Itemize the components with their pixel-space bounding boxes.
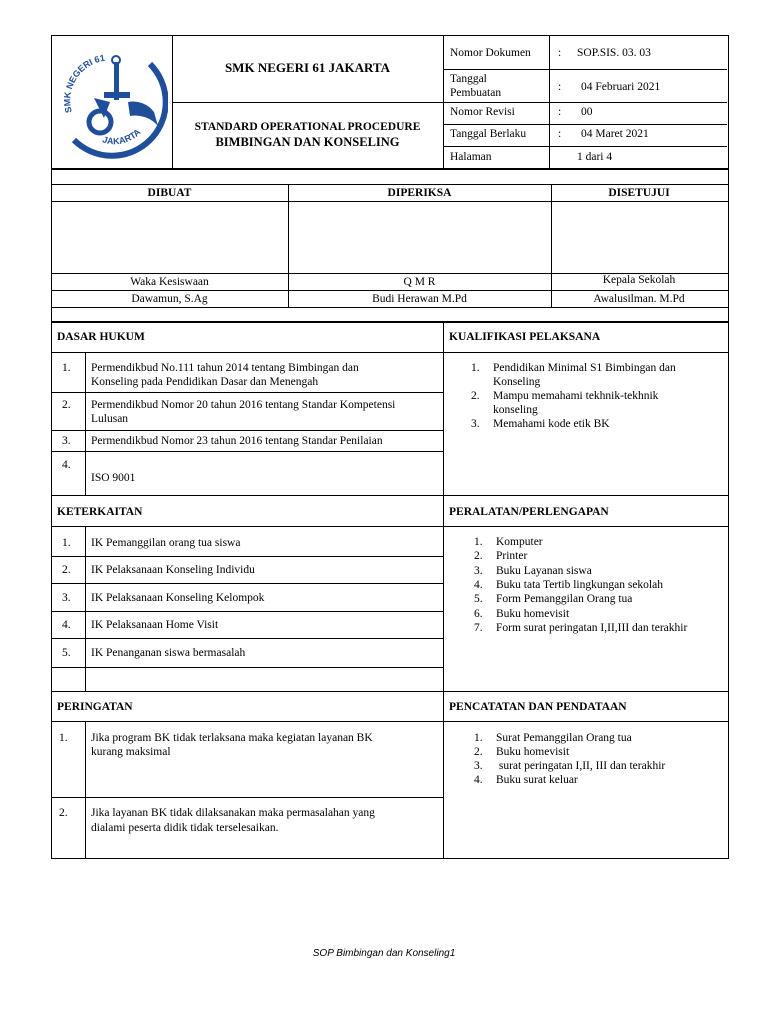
header-divider [443,102,727,103]
content-divider [85,721,86,858]
records-item-text: surat peringatan I,II, III dan terakhir [496,760,666,772]
section-title-legal-basis: DASAR HUKUM [57,331,145,343]
legal-item-text: Lulusan [91,413,129,425]
related-item-number: 4. [62,619,71,631]
content-divider [443,321,444,858]
equipment-item-number: 3. [474,565,483,577]
related-item-number: 2. [62,564,71,576]
records-item-text: Surat Pemanggilan Orang tua [496,732,632,744]
section-title-records: PENCATATAN DAN PENDATAAN [449,701,627,713]
meta-label-created-date: Tanggal [450,73,487,85]
legal-item-number: 3. [62,435,71,447]
content-divider [51,583,444,584]
approval-header-created: DIBUAT [147,187,192,199]
legal-item-text: ISO 9001 [91,472,136,484]
qualification-item-text: Konseling [493,376,541,388]
equipment-item-number: 7. [474,622,483,634]
related-item-text: IK Pemanggilan orang tua siswa [91,537,241,549]
equipment-item-text: Buku Layanan siswa [496,565,592,577]
approval-divider [51,307,728,308]
meta-value-page: 1 dari 4 [577,151,613,163]
equipment-item-text: Komputer [496,536,543,548]
qualification-item-number: 2. [471,390,480,402]
records-item-text: Buku surat keluar [496,774,578,786]
equipment-item-text: Printer [496,550,528,562]
approval-role-checked: Q M R [403,276,436,288]
meta-label-created-date-line2: Pembuatan [450,87,502,99]
records-item-text: Buku homevisit [496,746,570,758]
meta-value-effective-date: 04 Maret 2021 [581,128,649,140]
meta-separator: : [558,47,562,59]
legal-item-text: Permendikbud Nomor 23 tahun 2016 tentang Standar Penilaian [91,435,383,447]
school-name: SMK NEGERI 61 JAKARTA [224,60,391,75]
warning-item-number: 2. [59,807,68,819]
related-item-number: 5. [62,647,71,659]
legal-item-number: 1. [62,362,71,374]
related-item-text: IK Pelaksanaan Konseling Kelompok [91,592,265,604]
approval-divider [51,290,728,291]
meta-value-revision: 00 [581,106,593,118]
approval-divider [51,201,728,202]
related-item-number: 1. [62,537,71,549]
legal-item-number: 2. [62,399,71,411]
records-item-number: 2. [474,746,483,758]
equipment-item-text: Form Pemanggilan Orang tua [496,593,633,605]
meta-value-created-date: 04 Februari 2021 [581,81,661,93]
warning-item-text: kurang maksimal [91,746,171,758]
section-title-equipment: PERALATAN/PERLENGAPAN [449,506,609,518]
approval-name-created: Dawamun, S.Ag [131,293,208,305]
content-divider [85,526,86,691]
approval-role-created: Waka Kesiswaan [130,276,209,288]
approval-header-approved: DISETUJUI [608,187,670,199]
records-item-number: 1. [474,732,483,744]
approval-divider [551,184,552,308]
meta-label-page: Halaman [450,151,492,163]
qualification-item-number: 1. [471,362,480,374]
records-item-number: 4. [474,774,483,786]
content-divider [51,526,728,527]
meta-label-document-number: Nomor Dokumen [450,47,531,59]
content-divider [51,691,728,692]
warning-item-text: Jika program BK tidak terlaksana maka kegiatan layanan BK [91,732,373,744]
equipment-item-number: 4. [474,579,483,591]
meta-label-revision: Nomor Revisi [450,106,515,118]
equipment-item-number: 6. [474,608,483,620]
svg-text:JAKARTA: JAKARTA [101,126,143,147]
content-divider [51,638,444,639]
content-divider [51,721,728,722]
warning-item-text: Jika layanan BK tidak dilaksanakan maka permasalahan yang [91,807,375,819]
qualification-item-text: Memahami kode etik BK [493,418,610,430]
section-title-related: KETERKAITAN [57,506,143,518]
content-divider [51,556,444,557]
section-title-qualification: KUALIFIKASI PELAKSANA [449,331,601,343]
approval-divider [51,184,728,185]
approval-role-approved: Kepala Sekolah [602,274,676,286]
meta-separator: : [558,106,562,118]
qualification-item-text: Mampu memahami tekhnik-tekhnik [493,390,659,402]
qualification-item-number: 3. [471,418,480,430]
approval-name-approved: Awalusilman. M.Pd [593,293,685,305]
warning-item-number: 1. [59,732,68,744]
legal-item-text: Permendikbud No.111 tahun 2014 tentang Bimbingan dan [91,362,359,374]
meta-label-effective-date: Tanggal Berlaku [450,128,527,140]
qualification-item-text: konseling [493,404,538,416]
equipment-item-number: 5. [474,593,483,605]
related-item-text: IK Penanganan siswa bermasalah [91,647,246,659]
svg-text:SMK NEGERI 61: SMK NEGERI 61 [62,52,106,114]
equipment-item-text: Buku tata Tertib lingkungan sekolah [496,579,663,591]
content-divider [51,495,728,496]
content-divider [51,451,444,452]
content-divider [51,667,444,668]
approval-name-checked: Budi Herawan M.Pd [372,293,467,305]
content-divider [51,797,444,798]
equipment-item-number: 1. [474,536,483,548]
warning-item-text: dialami peserta didik tidak terselesaikan. [91,822,279,834]
approval-header-checked: DIPERIKSA [387,187,452,199]
content-divider [51,611,444,612]
header-divider [172,102,444,103]
equipment-item-text: Form surat peringatan I,II,III dan terakhir [496,622,688,634]
qualification-item-text: Pendidikan Minimal S1 Bimbingan dan [493,362,676,374]
header-divider [443,124,727,125]
school-logo [54,42,168,160]
records-item-number: 3. [474,760,483,772]
meta-separator: : [558,128,562,140]
related-item-text: IK Pelaksanaan Home Visit [91,619,219,631]
content-divider [51,430,444,431]
meta-value-document-number: SOP.SIS. 03. 03 [577,47,651,59]
related-item-number: 3. [62,592,71,604]
equipment-item-text: Buku homevisit [496,608,570,620]
header-divider [443,146,727,147]
legal-item-text: Konseling pada Pendidikan Dasar dan Menengah [91,376,319,388]
content-divider [51,352,728,353]
sop-title-line1: STANDARD OPERATIONAL PROCEDURE [194,121,421,133]
content-divider [51,392,444,393]
legal-item-number: 4. [62,459,71,471]
header-divider [443,69,727,70]
legal-item-text: Permendikbud Nomor 20 tahun 2016 tentang Standar Kompetensi [91,399,396,411]
page-footer: SOP Bimbingan dan Konseling1 [312,948,456,959]
section-title-warning: PERINGATAN [57,701,133,713]
meta-separator: : [558,81,562,93]
equipment-item-number: 2. [474,550,483,562]
approval-divider [288,184,289,308]
related-item-text: IK Pelaksanaan Konseling Individu [91,564,255,576]
sop-title-line2: BIMBINGAN DAN KONSELING [215,135,400,149]
content-divider [85,352,86,495]
